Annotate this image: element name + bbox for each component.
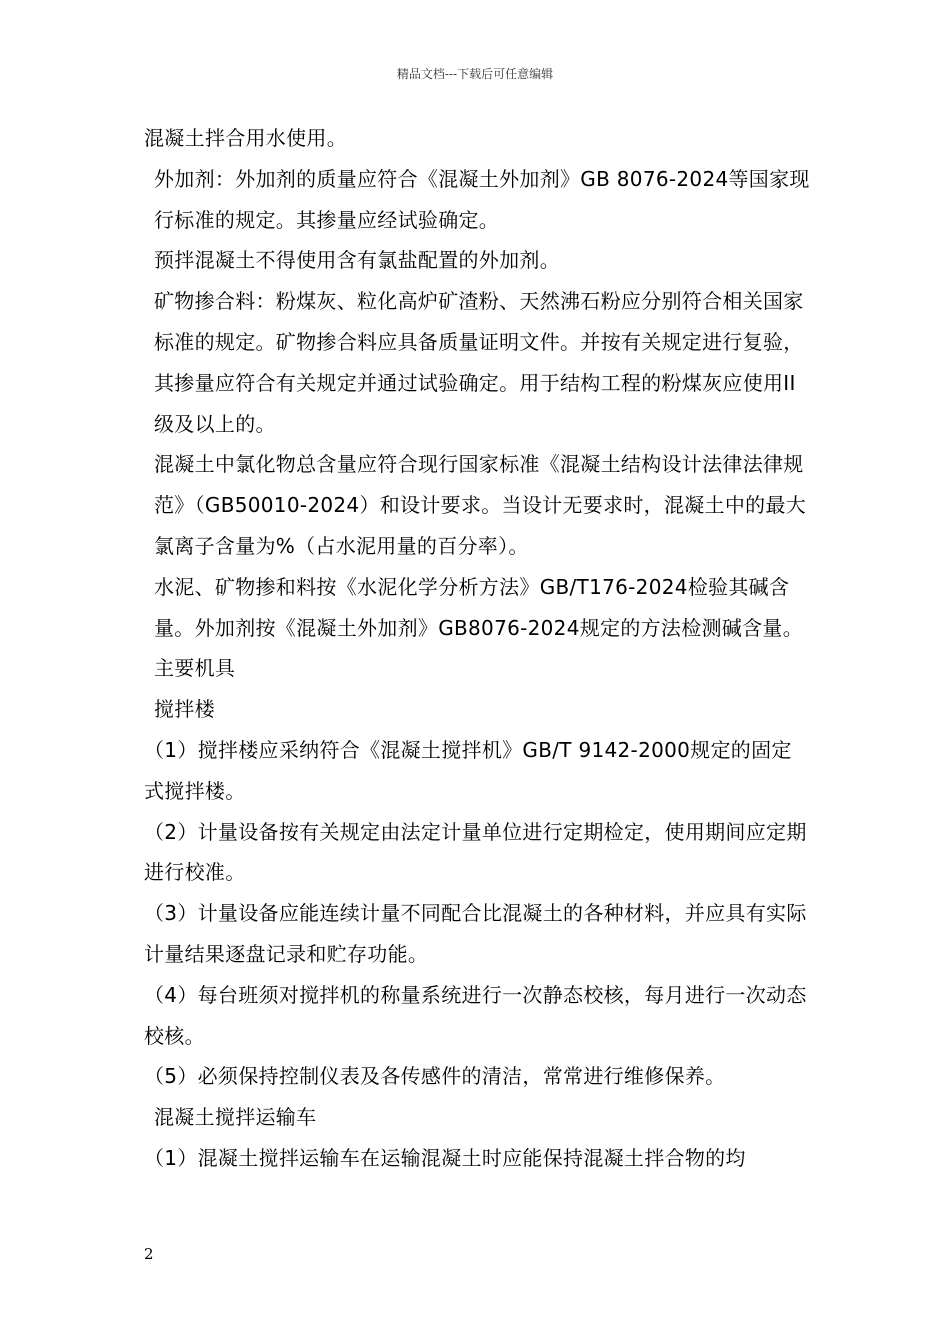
paragraph-4: 矿物掺合料：粉煤灰、粒化高炉矿渣粉、天然沸石粉应分别符合相关国家标准的规定。矿物掺合料应具备质量证明文件。并按有关规定进行复验，其掺量应符合有关规定并通过试验确定。用于结构工程的粉煤灰应使用II级及以上的。 xyxy=(154,289,804,436)
list-item-5: （5）必须保持控制仪表及各传感件的清洁，常常进行维修保养。 xyxy=(144,1064,726,1089)
page-header: 精品文档---下载后可任意编辑 xyxy=(396,67,554,81)
paragraph-5: 混凝土中氯化物总含量应符合现行国家标准《混凝土结构设计法律法律规范》（GB50010-2024）和设计要求。当设计无要求时，混凝土中的最大氯离子含量为%（占水泥用量的百分率）。 xyxy=(154,452,807,558)
list-item-3: （3）计量设备应能连续计量不同配合比混凝土的各种材料，并应具有实际计量结果逐盘记录和贮存功能。 xyxy=(144,901,807,966)
list-item-1: （1）搅拌楼应采纳符合《混凝土搅拌机》GB/T 9142-2000规定的固定式搅拌楼。 xyxy=(144,737,792,803)
list-item-truck-1: （1）混凝土搅拌运输车在运输混凝土时应能保持混凝土拌合物的均 xyxy=(144,1145,746,1170)
subsection-heading-mixer-truck: 混凝土搅拌运输车 xyxy=(154,1105,317,1130)
page-number: 2 xyxy=(144,1245,154,1263)
paragraph-2: 外加剂：外加剂的质量应符合《混凝土外加剂》GB 8076-2024等国家现行标准的规定。其掺量应经试验确定。 xyxy=(154,166,810,232)
subsection-heading-mixing-plant: 搅拌楼 xyxy=(154,697,215,722)
list-item-2: （2）计量设备按有关规定由法定计量单位进行定期检定，使用期间应定期进行校准。 xyxy=(144,819,807,885)
paragraph-1: 混凝土拌合用水使用。 xyxy=(144,126,347,150)
document-body xyxy=(144,118,810,1179)
list-item-4: （4）每台班须对搅拌机的称量系统进行一次静态校核，每月进行一次动态校核。 xyxy=(144,982,807,1048)
paragraph-3: 预拌混凝土不得使用含有氯盐配置的外加剂。 xyxy=(154,248,560,273)
paragraph-6: 水泥、矿物掺和料按《水泥化学分析方法》GB/T176-2024检验其碱含量。外加剂按《混凝土外加剂》GB8076-2024规定的方法检测碱含量。 xyxy=(154,574,804,640)
section-heading-main-equipment: 主要机具 xyxy=(154,656,236,681)
